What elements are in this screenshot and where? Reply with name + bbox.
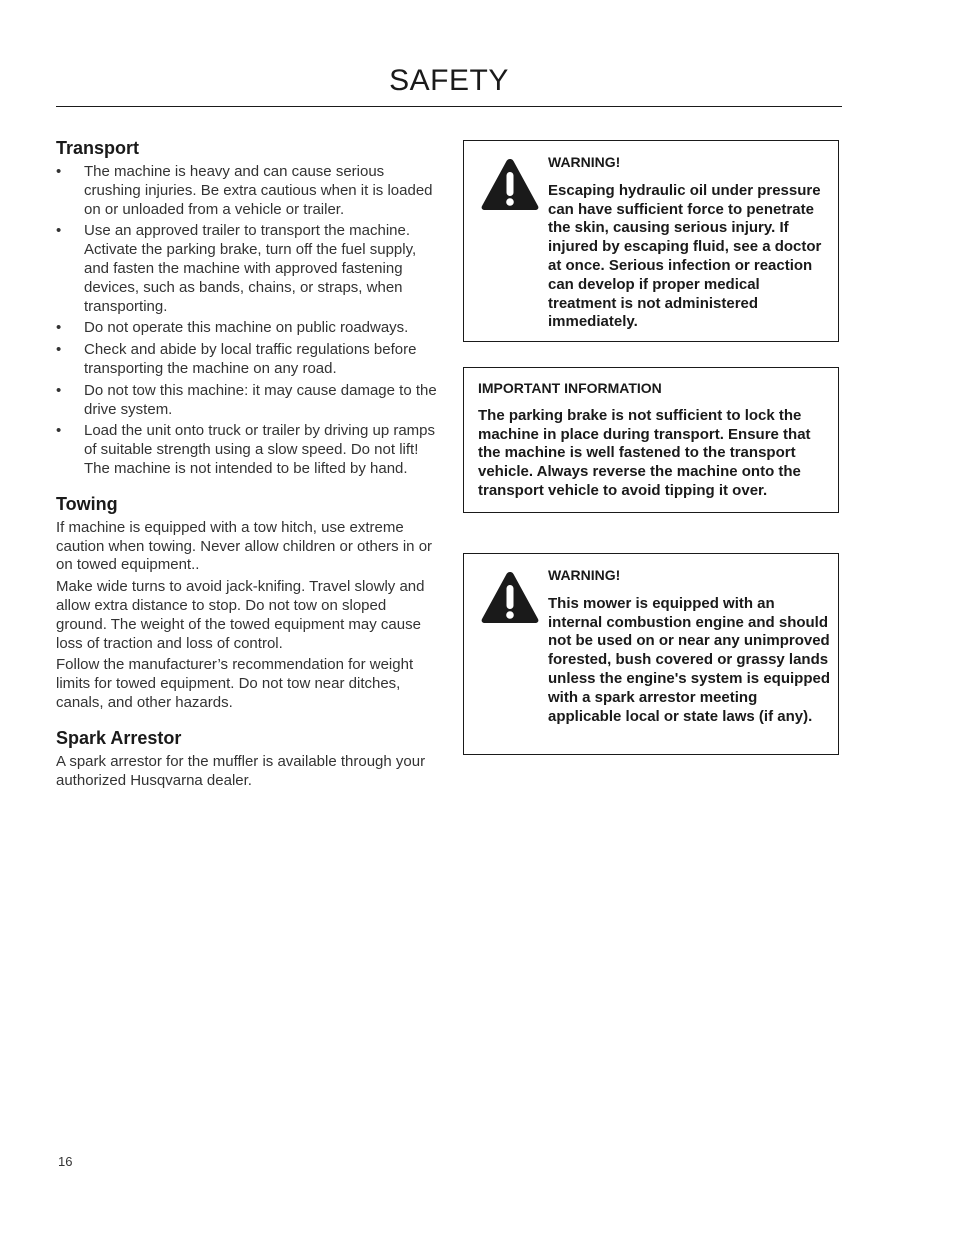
- section-heading-towing: Towing: [56, 493, 118, 514]
- page-title: SAFETY: [389, 64, 509, 97]
- section-heading-spark-arrestor: Spark Arrestor: [56, 727, 182, 748]
- list-item-text: Do not operate this machine on public roadways.: [84, 319, 409, 337]
- towing-paragraph: If machine is equipped with a tow hitch, use extreme caution when towing. Never allow children or others in or on towed equipment..: [56, 518, 433, 574]
- warning-triangle-icon: [480, 157, 540, 211]
- header-divider: [56, 106, 842, 107]
- towing-paragraph: Follow the manufacturer’s recommendation for weight limits for towed equipment. Do not tow near ditches, canals, and other hazards.: [56, 656, 414, 711]
- list-item-text: Load the unit onto truck or trailer by driving up ramps of suitable strength using a slow speed. Do not lift! The machine is not intended to be lifted by hand.: [84, 422, 436, 477]
- spark-arrestor-paragraph: A spark arrestor for the muffler is available through your authorized Husqvarna dealer.: [56, 752, 426, 789]
- list-item-text: Check and abide by local traffic regulations before transporting the machine on any road.: [84, 341, 417, 377]
- bullet: •: [56, 222, 62, 240]
- bullet: •: [56, 163, 62, 180]
- bullet: •: [56, 381, 62, 399]
- bullet: •: [56, 341, 62, 359]
- section-heading-transport: Transport: [56, 138, 140, 158]
- warning-triangle-icon: [480, 570, 540, 624]
- towing-paragraph: Make wide turns to avoid jack-knifing. Travel slowly and allow extra distance to stop. Do not tow on sloped ground. The weight of the towed equipment may cause loss of traction and loss of control.: [56, 578, 425, 652]
- list-item-text: Do not tow this machine: it may cause damage to the drive system.: [84, 381, 437, 418]
- list-item: [56, 222, 438, 316]
- list-item: [56, 319, 438, 338]
- warning-box-hydraulic: [463, 140, 839, 342]
- warning-label: WARNING!: [548, 567, 621, 583]
- left-column: [56, 137, 438, 793]
- page-number: 16: [58, 1154, 73, 1169]
- warning-text: This mower is equipped with an internal combustion engine and should not be used on or near any unimproved forested, bush covered or grassy lands unless the engine's system is equipped with a spark arrestor meeting applicable local or state laws (if any).: [548, 594, 830, 725]
- list-item: [56, 341, 438, 379]
- warning-label: WARNING!: [548, 154, 621, 170]
- important-information-label: IMPORTANT INFORMATION: [478, 380, 662, 396]
- warning-text: Escaping hydraulic oil under pressure can have sufficient force to penetrate the skin, causing serious injury. If injured by escaping fluid, see a doctor at once. Serious infection or reaction can develop if proper medical treatment is not administered immediately.: [548, 181, 822, 331]
- bullet: •: [56, 319, 62, 337]
- transport-list: [56, 163, 438, 479]
- warning-box-spark-arrestor: [463, 553, 839, 755]
- list-item: [56, 382, 438, 420]
- important-information-text: The parking brake is not sufficient to lock the machine in place during transport. Ensure that the machine is well fastened to the transport vehicle. Always reverse the machine onto the transport vehicle to avoid tipping it over.: [478, 406, 811, 499]
- list-item: [56, 422, 438, 478]
- list-item-text: The machine is heavy and can cause serious crushing injuries. Be extra cautious when it is loaded on or unloaded from a vehicle or trailer.: [84, 163, 433, 218]
- list-item-text: Use an approved trailer to transport the machine. Activate the parking brake, turn off the fuel supply, and fasten the machine with approved fastening devices, such as bands, chains, or straps, when transporting.: [84, 222, 417, 315]
- bullet: •: [56, 422, 62, 440]
- important-information-box: [463, 367, 839, 513]
- list-item: [56, 163, 438, 219]
